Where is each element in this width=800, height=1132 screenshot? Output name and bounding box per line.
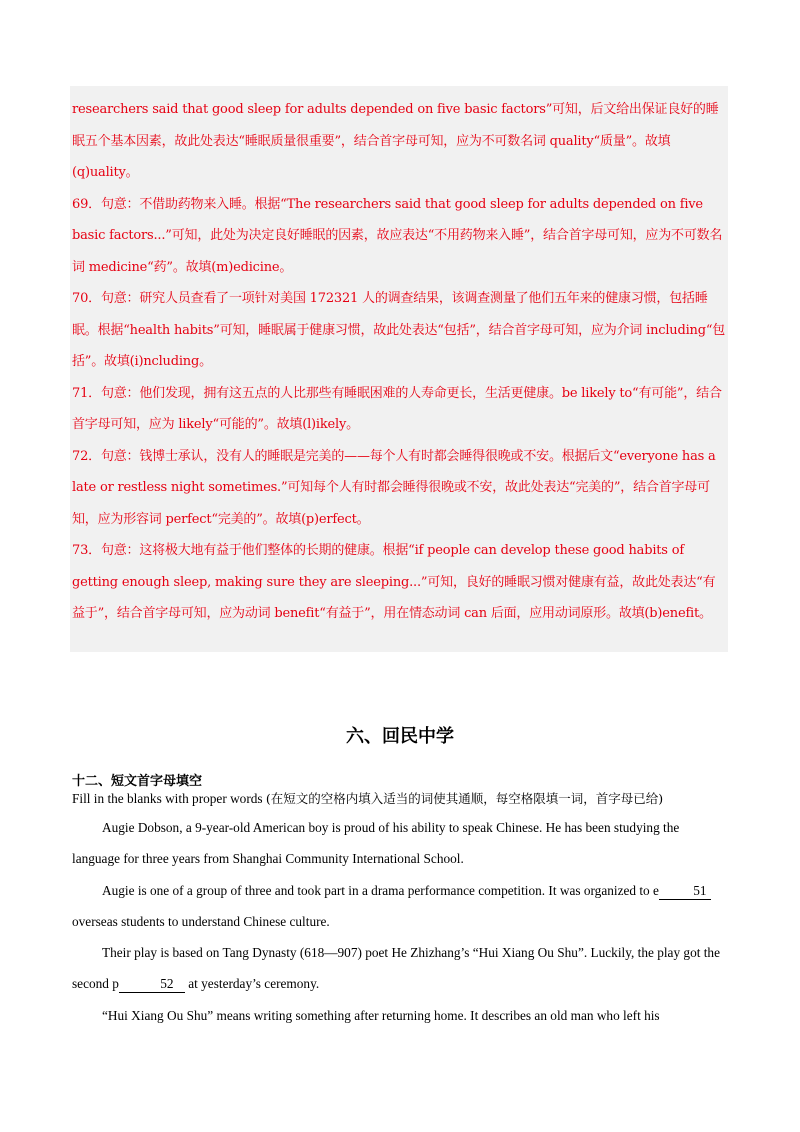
answer-69: 69．句意：不借助药物来入睡。根据“The researchers said that good sleep for adults depended on five basic factors...”可知，此处为决定良好睡眠的因素，故应表达“不用药物来入睡”，结合首字母可知，应为不可数名词 medicine“药”。故填(m)edicine。 [72,196,723,275]
passage-text: overseas students to understand Chinese culture. [72,913,330,929]
blank-51[interactable]: 51 [659,883,711,900]
passage-paragraph-4: “Hui Xiang Ou Shu” means writing something after returning home. It describes an old man who left his [102,1007,660,1023]
passage-paragraph-3 [72,937,726,1000]
blank-52[interactable]: 52 [119,976,185,993]
instruction-en: Fill in the blanks with proper words [72,791,263,806]
answer-68-continued: researchers said that good sleep for adults depended on five basic factors”可知，后文给出保证良好的睡眠五个基本因素，故此处表达“睡眠质量很重要”，结合首字母可知，应为不可数名词 quality“质量”。故填(q)uality。 [72,102,719,180]
exercise-title: 十二、短文首字母填空 [72,774,203,789]
passage-text: Augie is one of a group of three and took part in a drama performance competition. It was organized to e [102,882,659,898]
answer-73: 73．句意：这将极大地有益于他们整体的长期的健康。根据“if people can develop these good habits of getting enough sleep, making sure they are sleeping...”可知，良好的睡眠习惯对健康有益，故此处表达“有益于”，结合首字母可知，应为动词 benefit“有益于”，用在情态动词 can 后面，应用动词原形。故填(b)enefit。 [72,543,716,621]
passage-text: at yesterday’s ceremony. [184,976,320,992]
answer-70: 70．句意：研究人员查看了一项针对美国 172321 人的调查结果，该调查测量了他们五年来的健康习惯，包括睡眠。根据“health habits”可知，睡眠属于健康习惯，故此处表达“包括”，结合首字母可知，应为介词 including“包括”。故填(i)ncluding。 [72,291,726,369]
passage-paragraph-2 [72,875,726,938]
passage-text: Their play is based on Tang Dynasty (618—907) poet He Zhizhang’s “Hui Xiang Ou Shu”. Luckily, the play got the second p [72,945,720,992]
passage-paragraph-1: Augie Dobson, a 9-year-old American boy is proud of his ability to speak Chinese. He has been studying the language for three years from Shanghai Community International School. [72,820,680,867]
answer-explanations [72,94,726,630]
section-title: 六、回民中学 [346,726,454,747]
passage [72,788,726,1031]
answer-71: 71．句意：他们发现，拥有这五点的人比那些有睡眠困难的人寿命更长，生活更健康。be likely to“有可能”，结合首字母可知，应为 likely“可能的”。故填(l)ikely。 [72,385,722,432]
instruction-cn: (在短文的空格内填入适当的词使其通顺，每空格限填一词，首字母已给) [265,791,664,806]
answer-72: 72．句意：钱博士承认，没有人的睡眠是完美的——每个人有时都会睡得很晚或不安。根据后文“everyone has a late or restless night sometimes.”可知每个人有时都会睡得很晚或不安，故此处表达“完美的”，结合首字母可知，应为形容词 perfect“完美的”。故填(p)erfect。 [72,448,716,527]
instruction [72,788,726,810]
